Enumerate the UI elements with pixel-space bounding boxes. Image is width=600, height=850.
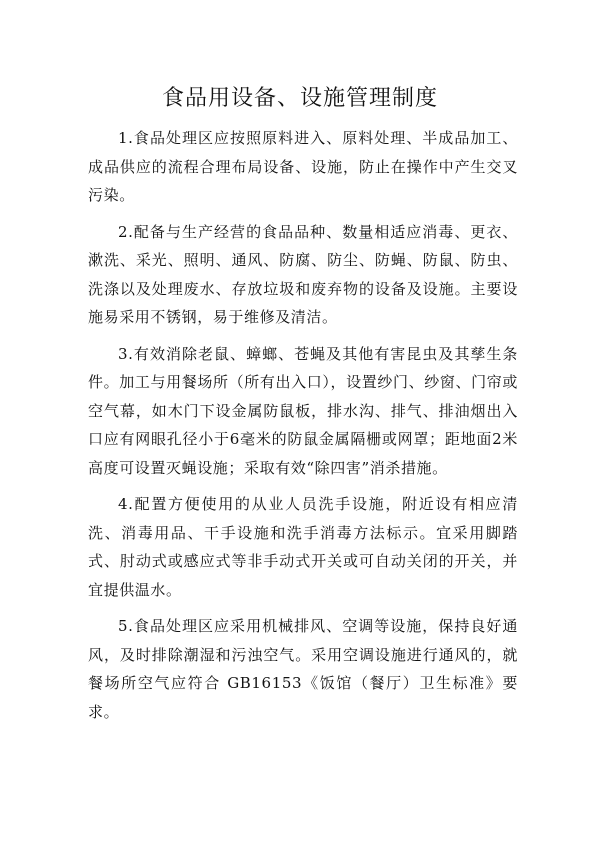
document-title: 食品用设备、设施管理制度 (161, 86, 438, 111)
paragraph-4: 4.配置方便使用的从业人员洗手设施，附近设有相应清洗、消毒用品、干手设施和洗手消毒方法标示。宜采用脚踏式、肘动式或感应式等非手动式开关或可自动关闭的开关，并宜提供温水。 (88, 495, 518, 599)
paragraph-2: 2.配备与生产经营的食品品种、数量相适应消毒、更衣、漱洗、采光、照明、通风、防腐、防尘、防蝇、防鼠、防虫、洗涤以及处理废水、存放垃圾和废弃物的设备及设施。主要设施易采用不锈钢，易于维修及清洁。 (88, 222, 518, 326)
paragraph-1: 1.食品处理区应按照原料进入、原料处理、半成品加工、成品供应的流程合理布局设备、设施，防止在操作中产生交叉污染。 (88, 129, 518, 204)
paragraph-3: 3.有效消除老鼠、蟑螂、苍蝇及其他有害昆虫及其孳生条件。加工与用餐场所（所有出入口），设置纱门、纱窗、门帘或空气幕，如木门下设金属防鼠板，排水沟、排气、排油烟出入口应有网眼孔径小于6毫米的防鼠金属隔栅或网罩；距地面2米高度可设置灭蝇设施；采取有效“除四害”消杀措施。 (88, 344, 518, 477)
paragraph-5: 5.食品处理区应采用机械排风、空调等设施，保持良好通风，及时排除潮湿和污浊空气。采用空调设施进行通风的，就餐场所空气应符合 GB16153《饭馆（餐厅）卫生标准》要求。 (88, 617, 518, 721)
document-body (88, 124, 518, 734)
